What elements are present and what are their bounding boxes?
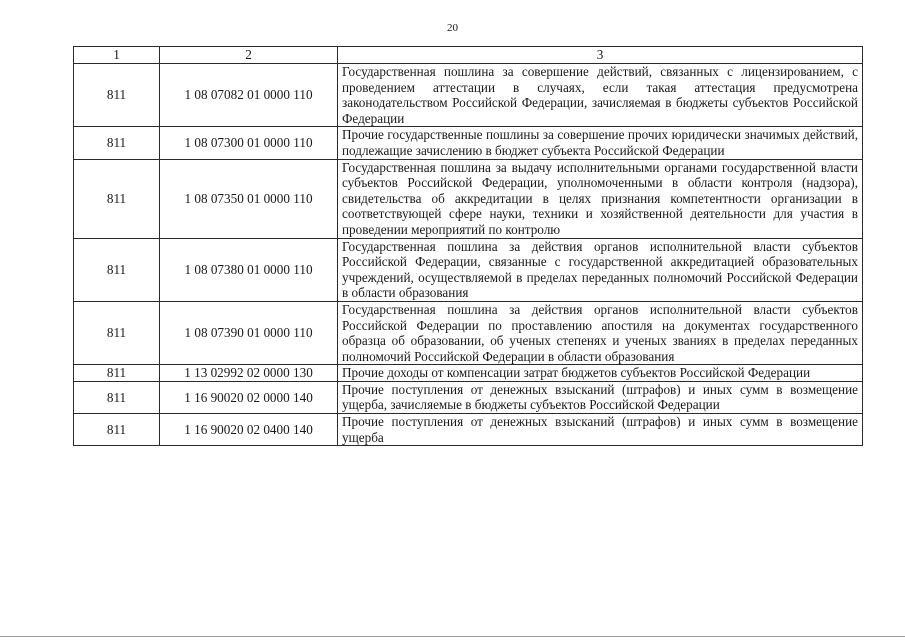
revenue-description-cell: Государственная пошлина за выдачу исполнительными органами государственной власти субъектов Российской Федерации, уполномоченными в области контроля (надзора), свидетельства об аккредитации в целях признания компетентности организации в соответствующей сфере науки, техники и хозяйственной деятельности для участия в проведении мероприятий по контролю: [338, 159, 863, 238]
admin-code-cell: 811: [74, 127, 160, 159]
revenue-code-cell: 1 16 90020 02 0400 140: [160, 414, 338, 446]
revenue-code-cell: 1 08 07300 01 0000 110: [160, 127, 338, 159]
admin-code-cell: 811: [74, 381, 160, 413]
revenue-code-cell: 1 08 07380 01 0000 110: [160, 238, 338, 301]
revenue-code-cell: 1 16 90020 02 0000 140: [160, 381, 338, 413]
admin-code-cell: 811: [74, 64, 160, 127]
page-number: 20: [447, 22, 458, 34]
revenue-description-cell: Прочие доходы от компенсации затрат бюджетов субъектов Российской Федерации: [338, 365, 863, 382]
table-row: [74, 64, 863, 127]
revenue-description-cell: Государственная пошлина за совершение действий, связанных с лицензированием, с проведением аттестации в случаях, если такая аттестация предусмотрена законодательством Российской Федерации, зачисляемая в бюджеты субъектов Российской Федерации: [338, 64, 863, 127]
budget-revenue-table: [73, 46, 863, 446]
revenue-description-cell: Государственная пошлина за действия органов исполнительной власти субъектов Российской Федерации по проставлению апостиля на документах государственного образца об образовании, об ученых степенях и ученых званиях в пределах переданных полномочий Российской Федерации в области образования: [338, 301, 863, 364]
table-row: [74, 301, 863, 364]
table-row: [74, 381, 863, 413]
table-header-row: [74, 47, 863, 64]
revenue-code-cell: 1 13 02992 02 0000 130: [160, 365, 338, 382]
revenue-code-cell: 1 08 07082 01 0000 110: [160, 64, 338, 127]
revenue-description-cell: Прочие поступления от денежных взысканий (штрафов) и иных сумм в возмещение ущерба: [338, 414, 863, 446]
revenue-description-cell: Государственная пошлина за действия органов исполнительной власти субъектов Российской Федерации, связанные с государственной аккредитацией образовательных учреждений, осуществляемой в пределах переданных полномочий Российской Федерации в области образования: [338, 238, 863, 301]
admin-code-cell: 811: [74, 365, 160, 382]
table-row: [74, 159, 863, 238]
revenue-description-cell: Прочие государственные пошлины за совершение прочих юридически значимых действий, подлежащие зачислению в бюджет субъекта Российской Федерации: [338, 127, 863, 159]
table-row: [74, 127, 863, 159]
table-row: [74, 238, 863, 301]
admin-code-cell: 811: [74, 238, 160, 301]
admin-code-cell: 811: [74, 301, 160, 364]
column-header-3: 3: [338, 47, 863, 64]
column-header-1: 1: [74, 47, 160, 64]
table-row: [74, 414, 863, 446]
revenue-description-cell: Прочие поступления от денежных взысканий (штрафов) и иных сумм в возмещение ущерба, зачисляемые в бюджеты субъектов Российской Федерации: [338, 381, 863, 413]
column-header-2: 2: [160, 47, 338, 64]
revenue-code-cell: 1 08 07390 01 0000 110: [160, 301, 338, 364]
revenue-code-cell: 1 08 07350 01 0000 110: [160, 159, 338, 238]
admin-code-cell: 811: [74, 159, 160, 238]
table-row: [74, 365, 863, 382]
page-bottom-rule: [0, 636, 905, 637]
admin-code-cell: 811: [74, 414, 160, 446]
